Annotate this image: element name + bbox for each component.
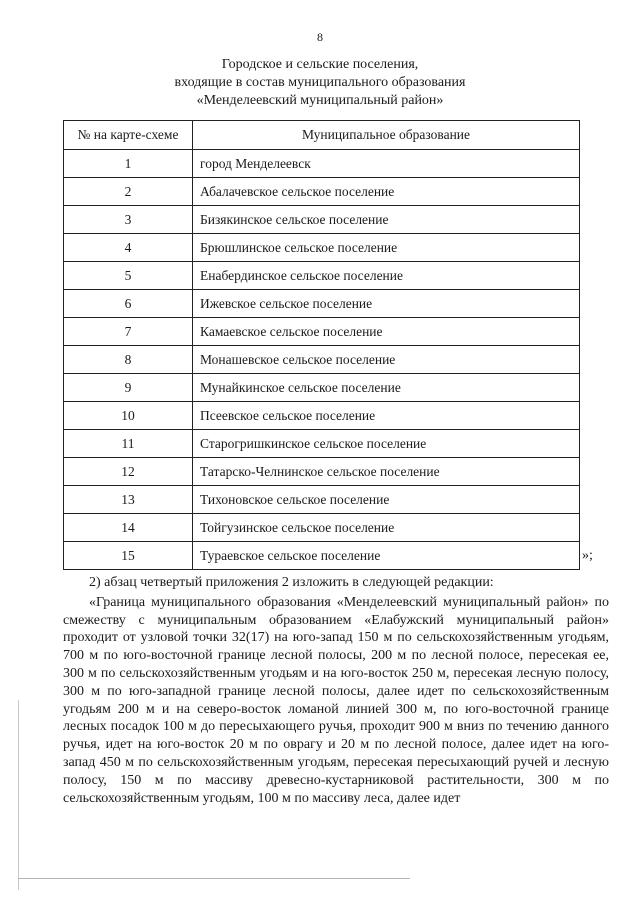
table-row [64,430,580,458]
row-municipality-name: Монашевское сельское поселение [193,346,580,374]
row-municipality-name: Татарско-Челнинское сельское поселение [193,458,580,486]
row-number: 1 [64,150,193,178]
table-row [64,234,580,262]
scan-bottom-line [18,878,410,879]
boundary-paragraph: «Граница муниципального образования «Менделеевский муниципальный район» по смежеству с муниципальным образованием «Елабужский муниципальный район» проходит от узловой точки 32(17) на юго-запад 150 м по сельскохозяйственным угодьям, 700 м по юго-восточной границе лесной полосы, 200 м по лесной полосе, пересекая ее, 300 м по сельскохозяйственным угодьям и на юго-восток 250 м, пересекая лесную полосу, 300 м по юго-западной границе лесной полосы, далее идет по сельскохозяйственным угодьям 200 м и на северо-восток ломаной линией 300 м, по юго-восточной границе лесных посадок 100 м до пересыхающего ручья, проходит 900 м вниз по течению данного ручья, идет на юго-восток 20 м по оврагу и 20 м по лесной полосе, далее идет на юго-запад 450 м по сельскохозяйственным угодьям, пересекая пересыхающий ручей и лесную полосу, 150 м по массиву древесно-кустарниковой растительности, 300 м по сельскохозяйственным угодьям, 100 м по массиву леса, далее идет [63,594,609,806]
row-number: 9 [64,374,193,402]
header-municipality: Муниципальное образование [193,121,580,150]
row-municipality-name: Камаевское сельское поселение [193,318,580,346]
row-number: 10 [64,402,193,430]
municipalities-table [63,120,580,570]
closing-quote: »; [582,548,593,563]
row-municipality-name: Ижевское сельское поселение [193,290,580,318]
row-number: 3 [64,206,193,234]
table-body [64,150,580,570]
row-municipality-name: Абалачевское сельское поселение [193,178,580,206]
row-number: 13 [64,486,193,514]
row-number: 11 [64,430,193,458]
row-municipality-name: город Менделеевск [193,150,580,178]
row-number: 4 [64,234,193,262]
header-map-number: № на карте-схеме [64,121,193,150]
table-row [64,318,580,346]
heading-line-2: входящие в состав муниципального образования [174,75,466,90]
table-row [64,262,580,290]
row-number: 7 [64,318,193,346]
row-municipality-name: Тойгузинское сельское поселение [193,514,580,542]
table-row [64,374,580,402]
row-municipality-name: Мунайкинское сельское поселение [193,374,580,402]
amendment-intro: 2) абзац четвертый приложения 2 изложить в следующей редакции: [89,575,494,590]
table-row [64,206,580,234]
heading-line-3: «Менделеевский муниципальный район» [196,93,444,108]
row-number: 8 [64,346,193,374]
row-municipality-name: Брюшлинское сельское поселение [193,234,580,262]
row-number: 6 [64,290,193,318]
page-number: 8 [317,30,323,44]
row-number: 12 [64,458,193,486]
heading-line-1: Городское и сельские поселения, [221,57,419,72]
table-row [64,178,580,206]
row-number: 2 [64,178,193,206]
row-municipality-name: Енабердинское сельское поселение [193,262,580,290]
row-municipality-name: Псеевское сельское поселение [193,402,580,430]
row-number: 15 [64,542,193,570]
table-row [64,542,580,570]
scan-margin-line [18,700,19,890]
table-row [64,402,580,430]
table-header-row [64,121,580,150]
row-municipality-name: Бизякинское сельское поселение [193,206,580,234]
row-municipality-name: Тураевское сельское поселение [193,542,580,570]
table-row [64,150,580,178]
table-row [64,514,580,542]
table-row [64,458,580,486]
table-row [64,346,580,374]
table-row [64,486,580,514]
table-row [64,290,580,318]
row-municipality-name: Старогришкинское сельское поселение [193,430,580,458]
row-municipality-name: Тихоновское сельское поселение [193,486,580,514]
row-number: 14 [64,514,193,542]
body-text [63,574,609,807]
document-heading [0,56,640,110]
row-number: 5 [64,262,193,290]
